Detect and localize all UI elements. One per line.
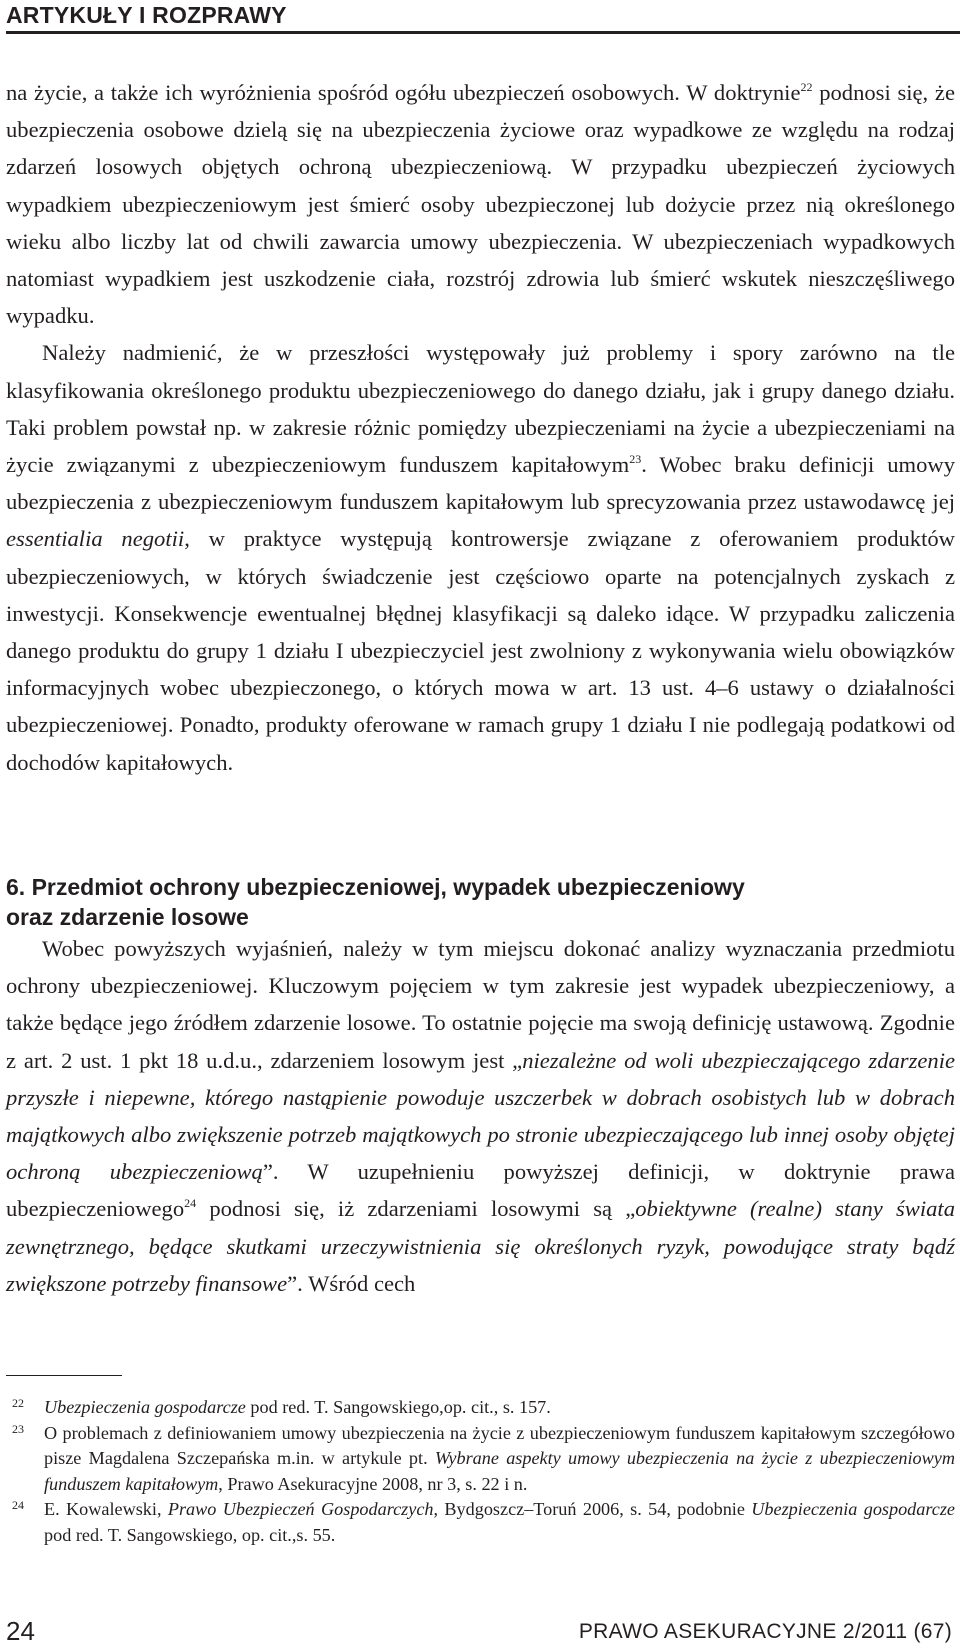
paragraph-2: Należy nadmienić, że w przeszłości występowały już problemy i spory zarówno na tle klasyfikowania określonego produktu ubezpieczeniowego do danego działu, jak i grupy danego działu. Taki problem powstał np. w zakresie różnic pomiędzy ubezpieczeniami na życie a ubezpieczeniami na życie związanymi z ubezpieczeniowym funduszem kapitałowym$^{23}$. Wobec braku definicji umowy ubezpieczenia z ubezpieczeniowym funduszem kapitałowym lub sprecyzowania przez ustawodawcę jej essentialia negotii, w praktyce występują kontrowersje związane z oferowaniem produktów ubezpieczeniowych, w których świadczenie jest częściowo oparte na potencjalnych zyskach z inwestycji. Konsekwencje ewentualnej błędnej klasyfikacji są daleko idące. W przypadku zaliczenia danego produktu do grupy 1 działu I ubezpieczyciel jest zwolniony z wykonywania wielu obowiązków informacyjnych wobec ubezpieczonego, o których mowa w art. 13 ust. 4–6 ustawy o działalności ubezpieczeniowej. Ponadto, produkty oferowane w ramach grupy 1 działu I nie podlegają podatkowi od dochodów kapitałowych. bbox=[6, 340, 956, 775]
page-number: 24 bbox=[6, 1616, 35, 1646]
header-rule bbox=[6, 31, 960, 34]
footnote-rule bbox=[6, 1375, 122, 1376]
footnote-number: 24 bbox=[12, 1498, 24, 1512]
body-text bbox=[6, 74, 955, 781]
paragraph-3: Wobec powyższych wyjaśnień, należy w tym miejscu dokonać analizy wyznaczania przedmiotu ochrony ubezpieczeniowej. Kluczowym pojęciem w tym zakresie jest wypadek ubezpieczeniowy, a także będące jego źródłem zdarzenie losowe. To ostatnie pojęcie ma swoją definicję ustawową. Zgodnie z art. 2 ust. 1 pkt 18 u.d.u., zdarzeniem losowym jest „niezależne od woli ubezpieczającego zdarzenie przyszłe i niepewne, którego nastąpienie powoduje uszczerbek w dobrach osobistych lub w dobrach majątkowych albo zwiększenie potrzeb majątkowych po stronie ubezpieczającego lub innej osoby objętej ochroną ubezpieczeniową”. W uzupełnieniu powyższej definicji, w doktrynie prawa ubezpieczeniowego$^{24}$ podnosi się, iż zdarzeniami losowymi są „obiektywne (realne) stany świata zewnętrznego, będące skutkami urzeczywistnienia się określonych ryzyk, powodujące straty bądź zwiększone potrzeby finansowe”. Wśród cech bbox=[6, 936, 956, 1296]
paragraph-1: na życie, a także ich wyróżnienia spośród ogółu ubezpieczeń osobowych. W doktrynie$^{22}$ podnosi się, że ubezpieczenia osobowe dzielą się na ubezpieczenia życiowe oraz wypadkowe ze względu na rodzaj zdarzeń losowych objętych ochroną ubezpieczeniową. W przypadku ubezpieczeń życiowych wypadkiem ubezpieczeniowym jest śmierć osoby ubezpieczonej lub dożycie przez nią określonego wieku albo liczby lat od chwili zawarcia umowy ubezpieczenia. W ubezpieczeniach wypadkowych natomiast wypadkiem jest uszkodzenie ciała, rozstrój zdrowia lub śmierć wskutek nieszczęśliwego wypadku. bbox=[6, 80, 955, 329]
footnote-23: 23 O problemach z definiowaniem umowy ubezpieczenia na życie z ubezpieczeniowym funduszem kapitałowym szczegółowo pisze Magdalena Szczepańska m.in. w artykule pt. Wybrane aspekty umowy ubezpieczenia na życie z ubezpieczeniowym funduszem kapitałowym, Prawo Asekuracyjne 2008, nr 3, s. 22 i n. bbox=[6, 1421, 955, 1498]
section-label: ARTYKUŁY I ROZPRAWY bbox=[6, 2, 287, 28]
footnote-number: 23 bbox=[12, 1421, 24, 1436]
running-header bbox=[6, 0, 960, 34]
footnote-number: 22 bbox=[12, 1396, 24, 1410]
footnote-22: 22 Ubezpieczenia gospodarcze pod red. T. Sangowskiego,op. cit., s. 157. bbox=[6, 1395, 955, 1421]
footnote-ref-24[interactable]: 24 bbox=[184, 1196, 197, 1211]
page-footer bbox=[0, 1618, 960, 1646]
journal-title: PRAWO ASEKURACYJNE 2/2011 (67) bbox=[578, 1620, 952, 1643]
body-text-section-6 bbox=[6, 930, 955, 1302]
footnote-ref-22[interactable]: 22 bbox=[800, 80, 813, 94]
footnotes bbox=[6, 1395, 955, 1548]
footnote-ref-23[interactable]: 23 bbox=[629, 452, 642, 467]
footnote-24: 24 E. Kowalewski, Prawo Ubezpieczeń Gospodarczych, Bydgoszcz–Toruń 2006, s. 54, podobnie Ubezpieczenia gospodarcze pod red. T. Sangowskiego, op. cit.,s. 55. bbox=[6, 1497, 955, 1548]
section-heading: 6. Przedmiot ochrony ubezpieczeniowej, wypadek ubezpieczeniowy oraz zdarzenie losowe bbox=[6, 874, 745, 930]
